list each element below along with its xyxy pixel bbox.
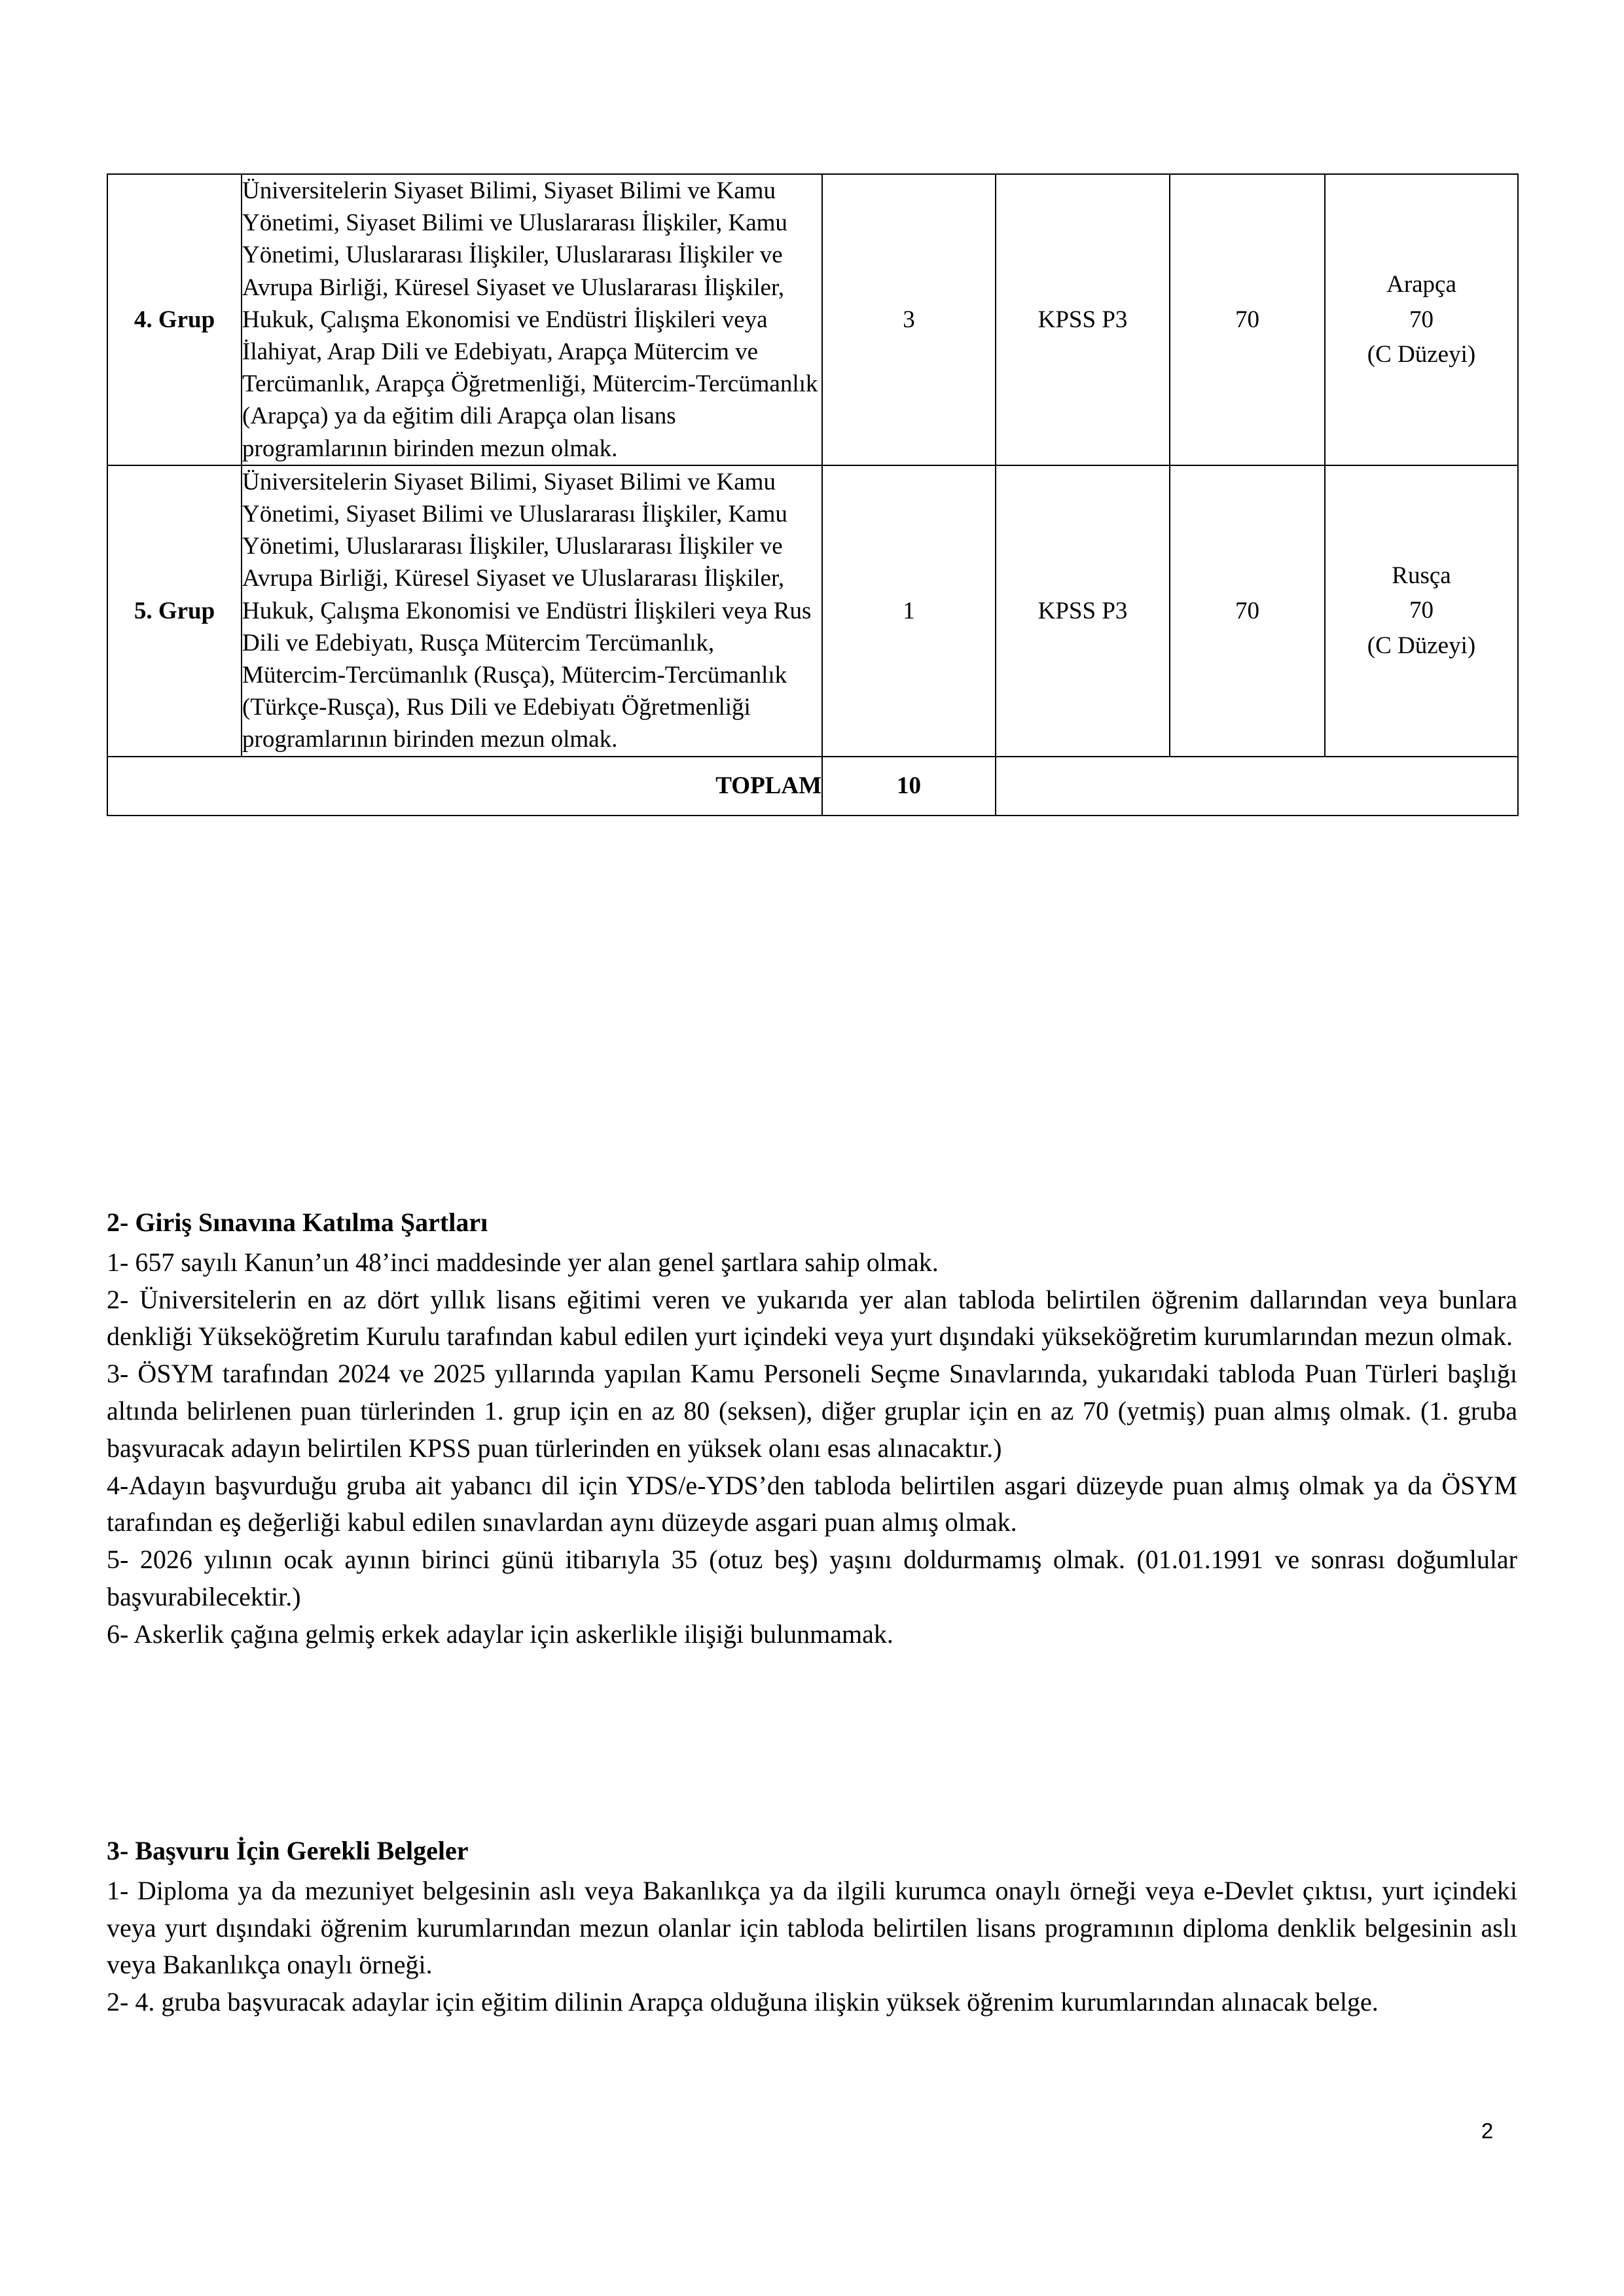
page-number: 2: [1481, 2119, 1494, 2143]
group-description-cell: Üniversitelerin Siyaset Bilimi, Siyaset Bilimi ve Kamu Yönetimi, Siyaset Bilimi ve Uluslararası İlişkiler, Kamu Yönetimi, Uluslararası İlişkiler, Uluslararası İlişkiler ve Avrupa Birliği, Küresel Siyaset ve Uluslararası İlişkiler, Hukuk, Çalışma Ekonomisi ve Endüstri İlişkileri veya İlahiyat, Arap Dili ve Edebiyatı, Arapça Mütercim ve Tercümanlık, Arapça Öğretmenliği, Mütercim-Tercümanlık (Arapça) ya da eğitim dili Arapça olan lisans programlarının birinden mezun olmak.: [242, 174, 822, 465]
requirements-table-container: [107, 173, 1517, 816]
position-count-cell: 1: [822, 465, 996, 757]
score-type-cell: KPSS P3: [996, 465, 1170, 757]
minimum-score-cell: 70: [1170, 465, 1325, 757]
section-2-item-3: 3- ÖSYM tarafından 2024 ve 2025 yıllarında yapılan Kamu Personeli Seçme Sınavlarında, yukarıdaki tabloda Puan Türleri başlığı altında belirlenen puan türlerinden 1. grup için en az 80 (seksen), diğer gruplar için en az 70 (yetmiş) puan almış olmak. (1. gruba başvuracak adayın belirtilen KPSS puan türlerinden en yüksek olanı esas alınacaktır.): [107, 1359, 1517, 1463]
section-2-item-4: 4-Adayın başvurduğu gruba ait yabancı dil için YDS/e-YDS’den tabloda belirtilen asgari düzeyde puan almış olmak ya da ÖSYM tarafından eş değerliği kabul edilen sınavlardan aynı düzeyde asgari puan almış olmak.: [107, 1470, 1517, 1537]
table-row: [107, 174, 1518, 465]
section-3-block: [107, 1833, 1517, 2021]
score-type-cell: KPSS P3: [996, 174, 1170, 465]
foreign-language-cell: Rusça 70 (C Düzeyi): [1325, 465, 1518, 757]
group-label-cell: 5. Grup: [107, 465, 242, 757]
position-count-cell: 3: [822, 174, 996, 465]
section-2-item-2: 2- Üniversitelerin en az dört yıllık lisans eğitimi veren ve yukarıda yer alan tabloda belirtilen öğrenim dallarından veya bunlara denkliği Yükseköğretim Kurulu tarafından kabul edilen yurt içindeki veya yurt dışındaki yükseköğretim kurumlarından mezun olmak.: [107, 1284, 1517, 1352]
section-3-item-1: 1- Diploma ya da mezuniyet belgesinin aslı veya Bakanlıkça ya da ilgili kurumca onaylı örneği veya e-Devlet çıktısı, yurt içindeki veya yurt dışındaki öğrenim kurumlarından mezun olanlar için tabloda belirtilen lisans programının diploma denklik belgesinin aslı veya Bakanlıkça onaylı örneği.: [107, 1875, 1517, 1980]
table-row: [107, 465, 1518, 757]
group-label-cell: 4. Grup: [107, 174, 242, 465]
section-2-item-1: 1- 657 sayılı Kanun’un 48’inci maddesinde yer alan genel şartlara sahip olmak.: [107, 1247, 939, 1277]
total-value-cell: 10: [822, 757, 996, 816]
minimum-score-cell: 70: [1170, 174, 1325, 465]
section-3-heading: 3- Başvuru İçin Gerekli Belgeler: [107, 1836, 469, 1865]
group-description-cell: Üniversitelerin Siyaset Bilimi, Siyaset Bilimi ve Kamu Yönetimi, Siyaset Bilimi ve Uluslararası İlişkiler, Kamu Yönetimi, Uluslararası İlişkiler, Uluslararası İlişkiler ve Avrupa Birliği, Küresel Siyaset ve Uluslararası İlişkiler, Hukuk, Çalışma Ekonomisi ve Endüstri İlişkileri veya Rus Dili ve Edebiyatı, Rusça Mütercim Tercümanlık, Mütercim-Tercümanlık (Rusça), Mütercim-Tercümanlık (Türkçe-Rusça), Rus Dili ve Edebiyatı Öğretmenliği programlarının birinden mezun olmak.: [242, 465, 822, 757]
total-empty-cell: [996, 757, 1518, 816]
section-3-item-2: 2- 4. gruba başvuracak adaylar için eğitim dilinin Arapça olduğuna ilişkin yüksek öğrenim kurumlarından alınacak belge.: [107, 1987, 1379, 2017]
section-2-block: [107, 1204, 1517, 1653]
foreign-language-cell: Arapça 70 (C Düzeyi): [1325, 174, 1518, 465]
section-2-heading: 2- Giriş Sınavına Katılma Şartları: [107, 1208, 488, 1237]
section-2-item-5: 5- 2026 yılının ocak ayının birinci günü itibarıyla 35 (otuz beş) yaşını doldurmamış olmak. (01.01.1991 ve sonrası doğumlular başvurabilecektir.): [107, 1545, 1517, 1611]
total-label-cell: TOPLAM: [107, 757, 822, 816]
section-2-item-6: 6- Askerlik çağına gelmiş erkek adaylar için askerlikle ilişiği bulunmamak.: [107, 1619, 893, 1649]
requirements-table: [107, 173, 1519, 816]
table-total-row: [107, 757, 1518, 816]
